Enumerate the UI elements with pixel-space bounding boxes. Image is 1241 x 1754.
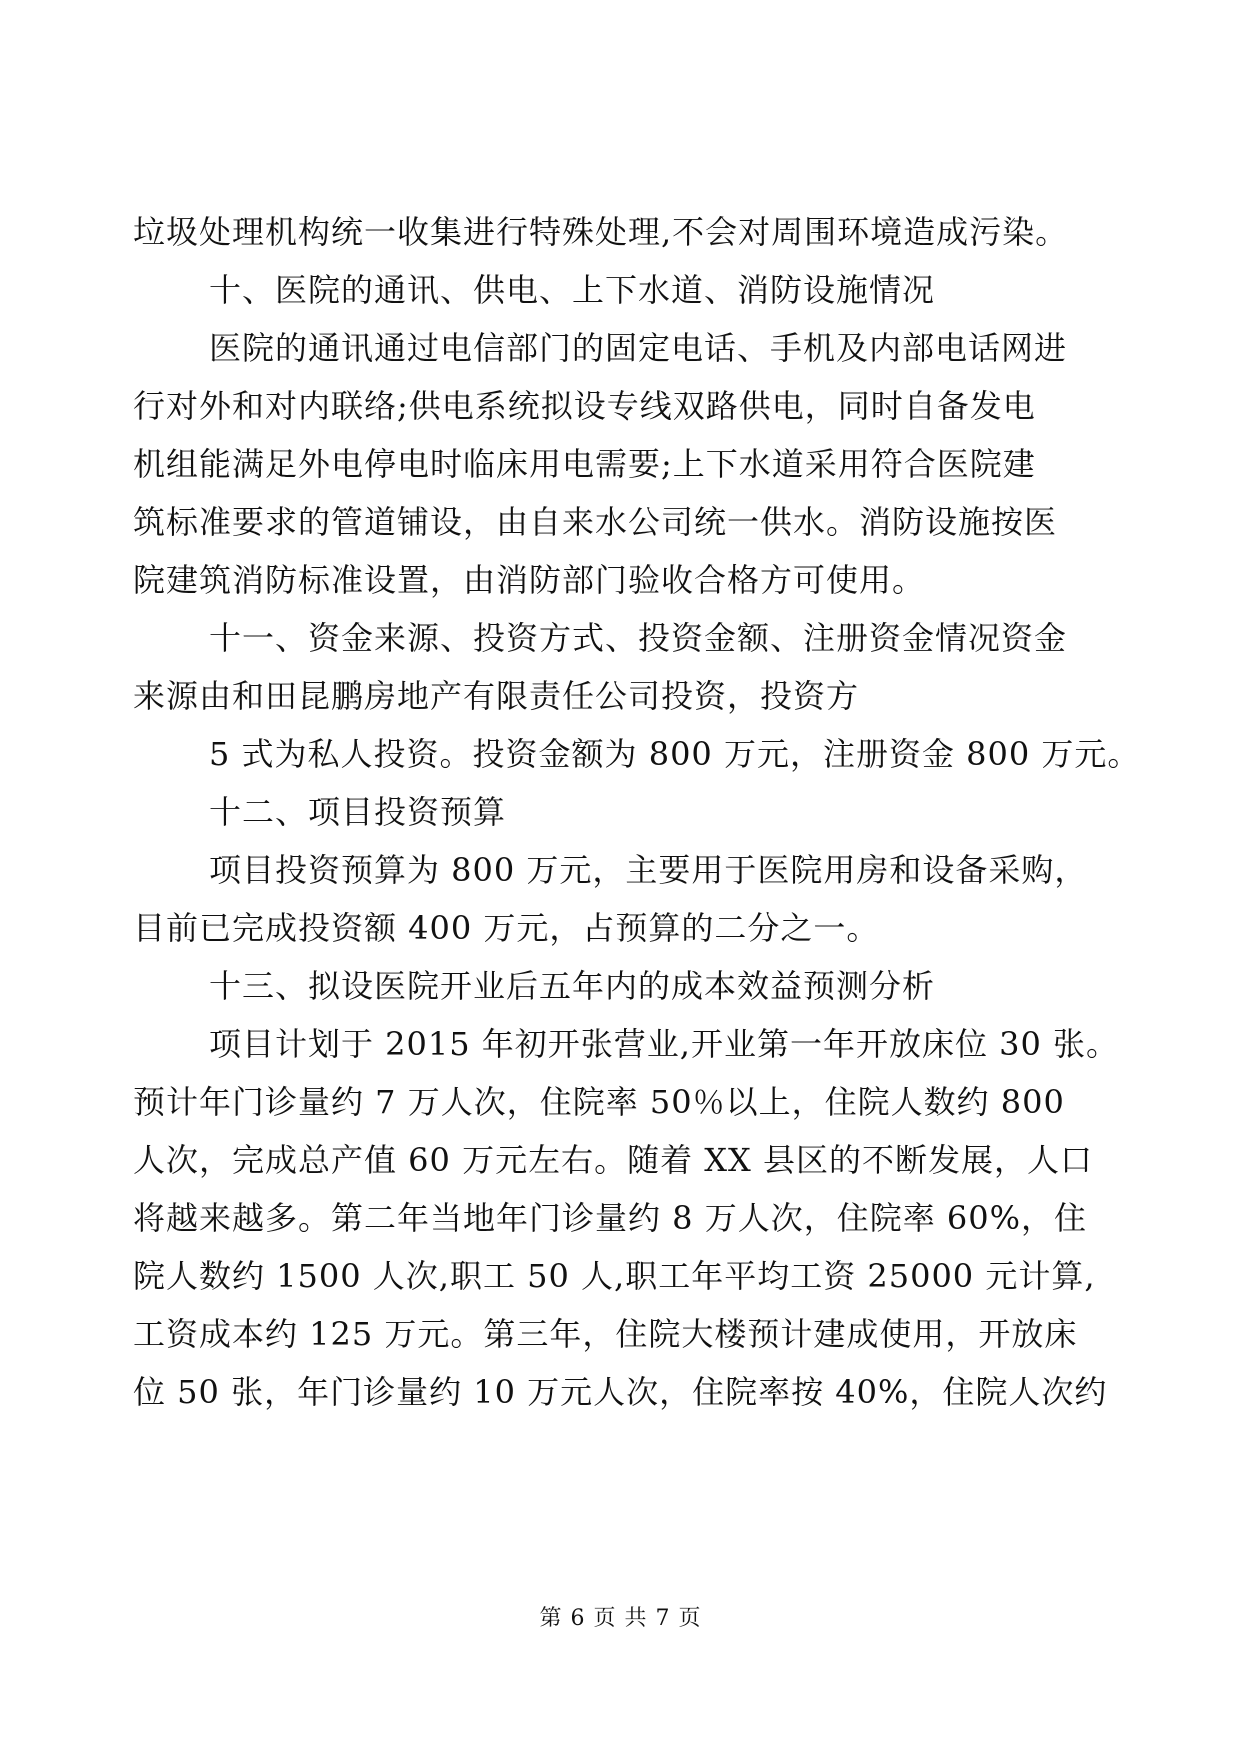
body-line: 工资成本约 125 万元。第三年，住院大楼预计建成使用，开放床 — [133, 1315, 1078, 1353]
page-number-footer: 第 6 页 共 7 页 — [539, 1606, 702, 1631]
body-line: 预计年门诊量约 7 万人次，住院率 50％以上，住院人数约 800 — [133, 1083, 1065, 1121]
body-line: 5 式为私人投资。投资金额为 800 万元，注册资金 800 万元。 — [209, 735, 1141, 773]
body-line: 机组能满足外电停电时临床用电需要;上下水道采用符合医院建 — [133, 445, 1036, 483]
body-line: 筑标准要求的管道铺设，由自来水公司统一供水。消防设施按医 — [133, 503, 1058, 541]
section-heading: 十、医院的通讯、供电、上下水道、消防设施情况 — [209, 271, 936, 309]
body-line: 院建筑消防标准设置，由消防部门验收合格方可使用。 — [133, 561, 926, 599]
body-line: 垃圾处理机构统一收集进行特殊处理,不会对周围环境造成污染。 — [133, 213, 1069, 251]
body-line: 院人数约 1500 人次,职工 50 人,职工年平均工资 25000 元计算, — [133, 1257, 1096, 1295]
section-heading: 十二、项目投资预算 — [209, 793, 507, 831]
body-line: 项目计划于 2015 年初开张营业,开业第一年开放床位 30 张。 — [209, 1025, 1120, 1063]
body-line: 医院的通讯通过电信部门的固定电话、手机及内部电话网进 — [209, 329, 1068, 367]
body-line: 行对外和对内联络;供电系统拟设专线双路供电，同时自备发电 — [133, 387, 1036, 425]
body-line: 人次，完成总产值 60 万元左右。随着 XX 县区的不断发展，人口 — [133, 1141, 1093, 1179]
section-heading: 十三、拟设医院开业后五年内的成本效益预测分析 — [209, 967, 936, 1005]
body-line: 项目投资预算为 800 万元，主要用于医院用房和设备采购， — [209, 851, 1088, 889]
body-line: 来源由和田昆鹏房地产有限责任公司投资，投资方 — [133, 677, 860, 715]
body-line: 位 50 张，年门诊量约 10 万元人次，住院率按 40%，住院人次约 — [133, 1373, 1108, 1411]
body-line: 目前已完成投资额 400 万元，占预算的二分之一。 — [133, 909, 880, 947]
body-line: 将越来越多。第二年当地年门诊量约 8 万人次，住院率 60%，住 — [133, 1199, 1088, 1237]
section-heading: 十一、资金来源、投资方式、投资金额、注册资金情况资金 — [209, 619, 1068, 657]
